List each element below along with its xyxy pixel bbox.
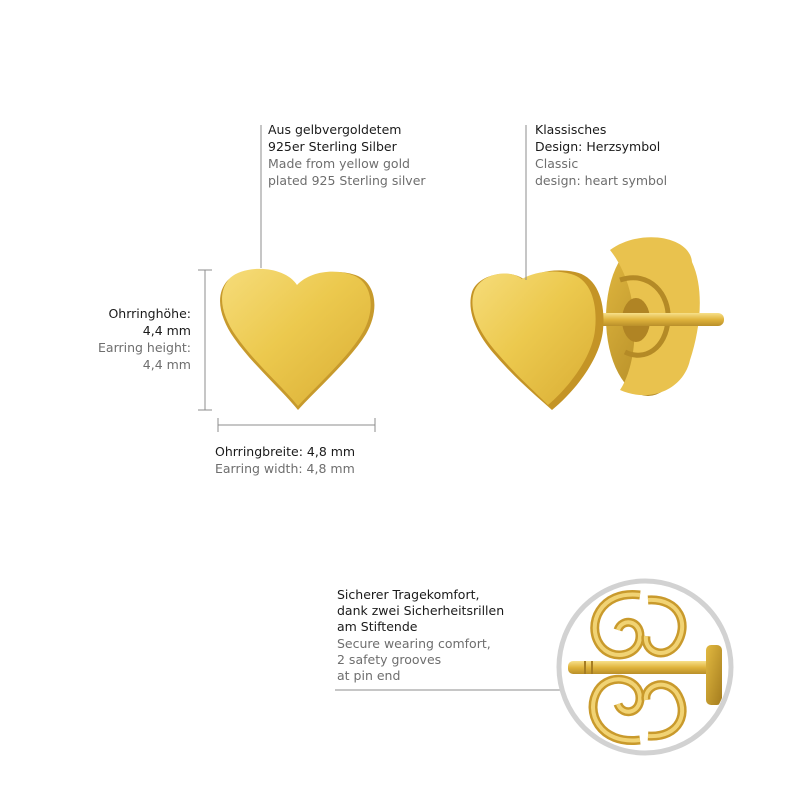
heart-earring-side-icon bbox=[470, 237, 724, 410]
comfort-de-line3: am Stiftende bbox=[337, 619, 418, 634]
comfort-de-line1: Sicherer Tragekomfort, bbox=[337, 587, 480, 602]
pin-detail-zoom-icon bbox=[559, 581, 731, 753]
width-de-line1: Ohrringbreite: 4,8 mm bbox=[215, 444, 356, 459]
height-de-line2: 4,4 mm bbox=[142, 323, 191, 338]
comfort-en-line3: at pin end bbox=[337, 668, 401, 683]
design-en-line1: Classic bbox=[535, 156, 579, 171]
height-de-line1: Ohrringhöhe: bbox=[108, 306, 191, 321]
material-en-line1: Made from yellow gold bbox=[268, 156, 410, 171]
design-de-line2: Design: Herzsymbol bbox=[535, 139, 661, 154]
material-de-line2: 925er Sterling Silber bbox=[268, 139, 397, 154]
height-en-line1: Earring height: bbox=[98, 340, 191, 355]
width-dimension-marker bbox=[218, 418, 375, 432]
height-dimension-marker bbox=[198, 270, 212, 410]
comfort-de-line2: dank zwei Sicherheitsrillen bbox=[337, 603, 505, 618]
material-de-line1: Aus gelbvergoldetem bbox=[268, 122, 402, 137]
material-en-line2: plated 925 Sterling silver bbox=[268, 173, 426, 188]
width-en-line1: Earring width: 4,8 mm bbox=[215, 461, 355, 476]
design-de-line1: Klassisches bbox=[535, 122, 607, 137]
comfort-en-line1: Secure wearing comfort, bbox=[337, 636, 491, 651]
heart-earring-front-icon bbox=[220, 269, 374, 410]
comfort-en-line2: 2 safety grooves bbox=[337, 652, 442, 667]
design-en-line2: design: heart symbol bbox=[535, 173, 668, 188]
height-en-line2: 4,4 mm bbox=[142, 357, 191, 372]
